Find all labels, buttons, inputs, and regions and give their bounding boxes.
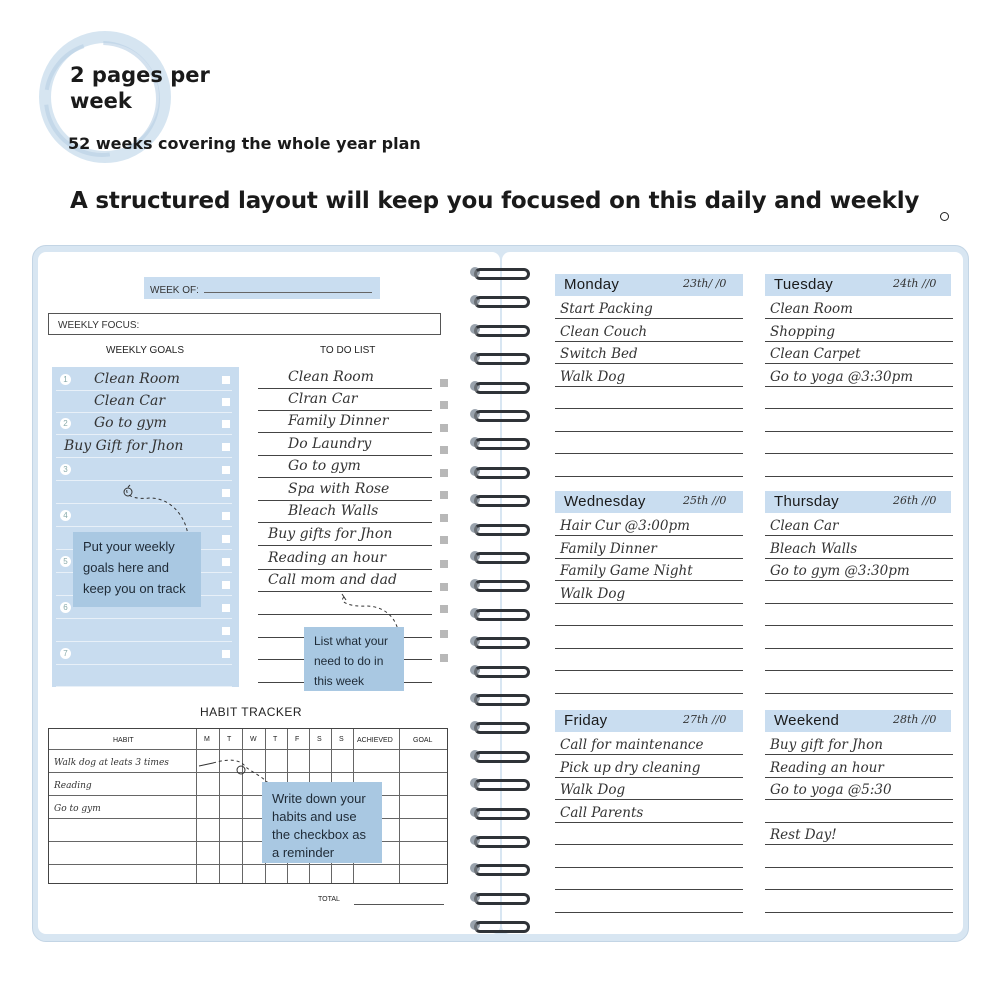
spiral-coil bbox=[474, 353, 530, 365]
day-writing-line bbox=[765, 693, 953, 694]
habit-column-header: F bbox=[295, 736, 300, 743]
day-writing-line bbox=[765, 912, 953, 913]
goal-row bbox=[56, 391, 232, 413]
day-entry: Walk Dog bbox=[560, 368, 626, 385]
day-writing-line bbox=[555, 580, 743, 581]
day-entry: Rest Day! bbox=[770, 827, 837, 843]
spiral-coil bbox=[474, 325, 530, 337]
day-entry: Call Parents bbox=[560, 804, 644, 821]
todo-checkbox[interactable] bbox=[440, 424, 448, 432]
day-writing-line bbox=[765, 558, 953, 559]
spiral-coil bbox=[474, 694, 530, 706]
day-entry: Go to gym @3:30pm bbox=[770, 563, 910, 579]
todo-list-label: TO DO LIST bbox=[320, 345, 376, 356]
todo-text: Go to gym bbox=[288, 458, 361, 474]
goal-number: 5 bbox=[60, 556, 71, 567]
day-writing-line bbox=[555, 844, 743, 845]
day-writing-line bbox=[765, 670, 953, 671]
habit-text: Go to gym bbox=[54, 804, 101, 814]
day-entry: Clean Car bbox=[770, 518, 839, 534]
todo-row bbox=[258, 570, 432, 592]
spiral-coil bbox=[474, 609, 530, 621]
day-writing-line bbox=[555, 822, 743, 823]
goal-checkbox[interactable] bbox=[222, 558, 230, 566]
day-name: Friday bbox=[564, 712, 608, 729]
todo-text: Clran Car bbox=[288, 391, 358, 407]
todo-checkbox[interactable] bbox=[440, 446, 448, 454]
spiral-coil bbox=[474, 921, 530, 933]
day-name: Thursday bbox=[774, 493, 839, 510]
goal-number: 7 bbox=[60, 648, 71, 659]
goal-checkbox[interactable] bbox=[222, 398, 230, 406]
spiral-coil bbox=[474, 268, 530, 280]
day-writing-line bbox=[765, 580, 953, 581]
goal-checkbox[interactable] bbox=[222, 535, 230, 543]
dashed-arrow-goals bbox=[110, 480, 200, 540]
spiral-coil bbox=[474, 666, 530, 678]
day-entry: Bleach Walls bbox=[770, 540, 858, 557]
goal-row bbox=[56, 620, 232, 642]
todo-row bbox=[258, 367, 432, 389]
weekly-goals-label: WEEKLY GOALS bbox=[106, 345, 184, 356]
day-writing-line bbox=[765, 799, 953, 800]
day-date: 23th/ /0 bbox=[683, 277, 727, 290]
todo-checkbox[interactable] bbox=[440, 514, 448, 522]
day-entry: Go to yoga @5:30 bbox=[770, 782, 892, 798]
todo-row bbox=[258, 456, 432, 478]
day-name: Weekend bbox=[774, 712, 840, 729]
total-label: TOTAL bbox=[318, 896, 340, 903]
day-date: 26th //0 bbox=[893, 494, 937, 507]
day-writing-line bbox=[555, 431, 743, 432]
goal-checkbox[interactable] bbox=[222, 650, 230, 658]
todo-row bbox=[258, 434, 432, 456]
goal-checkbox[interactable] bbox=[222, 466, 230, 474]
todo-text: Call mom and dad bbox=[268, 572, 397, 588]
habit-tracker-label: HABIT TRACKER bbox=[200, 705, 303, 719]
todo-text: Do Laundry bbox=[288, 436, 372, 452]
callout-weekly-goals: Put your weekly goals here and keep you on track bbox=[73, 532, 201, 607]
goal-checkbox[interactable] bbox=[222, 443, 230, 451]
day-date: 24th //0 bbox=[893, 277, 937, 290]
goal-text: Clean Room bbox=[94, 371, 180, 387]
goal-text: Go to gym bbox=[94, 415, 167, 431]
spiral-coil bbox=[474, 836, 530, 848]
habit-column-header: S bbox=[339, 736, 344, 743]
goal-row bbox=[56, 436, 232, 458]
day-writing-line bbox=[555, 386, 743, 387]
day-entry: Family Dinner bbox=[560, 540, 657, 557]
day-entry: Family Game Night bbox=[560, 563, 693, 579]
spiral-coil bbox=[474, 495, 530, 507]
day-entry: Start Packing bbox=[560, 301, 653, 317]
todo-text: Clean Room bbox=[288, 369, 374, 385]
day-writing-line bbox=[765, 625, 953, 626]
habit-text: Walk dog at leats 3 times bbox=[54, 758, 169, 768]
goal-row bbox=[56, 369, 232, 391]
todo-row bbox=[258, 501, 432, 523]
day-writing-line bbox=[555, 318, 743, 319]
spiral-coil bbox=[474, 552, 530, 564]
goal-row bbox=[56, 459, 232, 481]
goal-checkbox[interactable] bbox=[222, 376, 230, 384]
todo-checkbox[interactable] bbox=[440, 469, 448, 477]
spiral-coil bbox=[474, 524, 530, 536]
day-date: 27th //0 bbox=[683, 713, 727, 726]
headline-pages-per-week: 2 pages per week bbox=[70, 63, 210, 113]
day-entry: Walk Dog bbox=[560, 585, 626, 602]
week-of-line bbox=[204, 292, 372, 293]
day-writing-line bbox=[555, 648, 743, 649]
spiral-coil bbox=[474, 864, 530, 876]
day-name: Tuesday bbox=[774, 276, 834, 293]
habit-text: Reading bbox=[54, 781, 92, 791]
todo-text: Buy gifts for Jhon bbox=[268, 526, 393, 542]
day-writing-line bbox=[555, 603, 743, 604]
todo-checkbox[interactable] bbox=[440, 536, 448, 544]
weekly-focus-label: WEEKLY FOCUS: bbox=[58, 320, 140, 331]
day-writing-line bbox=[555, 476, 743, 477]
day-entry: Call for maintenance bbox=[560, 737, 704, 753]
todo-row bbox=[258, 389, 432, 411]
goal-number: 1 bbox=[60, 374, 71, 385]
day-entry: Walk Dog bbox=[560, 782, 626, 798]
habit-column-header: S bbox=[317, 736, 322, 743]
day-writing-line bbox=[765, 889, 953, 890]
todo-checkbox[interactable] bbox=[440, 560, 448, 568]
day-writing-line bbox=[765, 363, 953, 364]
todo-checkbox[interactable] bbox=[440, 401, 448, 409]
callout-todo-list: List what your need to do in this week bbox=[304, 627, 404, 691]
day-date: 25th //0 bbox=[683, 494, 727, 507]
day-writing-line bbox=[765, 603, 953, 604]
habit-column-header: M bbox=[204, 736, 210, 743]
todo-checkbox[interactable] bbox=[440, 583, 448, 591]
headline-structured-layout: A structured layout will keep you focused on this daily and weekly bbox=[70, 188, 920, 214]
todo-checkbox[interactable] bbox=[440, 379, 448, 387]
day-writing-line bbox=[555, 777, 743, 778]
day-writing-line bbox=[765, 535, 953, 536]
day-writing-line bbox=[765, 408, 953, 409]
goal-checkbox[interactable] bbox=[222, 489, 230, 497]
todo-checkbox[interactable] bbox=[440, 491, 448, 499]
goal-row bbox=[56, 643, 232, 665]
day-entry: Buy gift for Jhon bbox=[770, 737, 884, 753]
day-entry: Switch Bed bbox=[560, 346, 638, 362]
day-writing-line bbox=[765, 777, 953, 778]
habit-column-header: W bbox=[250, 736, 257, 743]
day-date: 28th //0 bbox=[893, 713, 937, 726]
todo-text: Bleach Walls bbox=[288, 503, 379, 519]
day-entry: Clean Carpet bbox=[770, 346, 861, 362]
goal-checkbox[interactable] bbox=[222, 627, 230, 635]
day-writing-line bbox=[555, 535, 743, 536]
day-entry: Shopping bbox=[770, 323, 836, 340]
todo-row bbox=[258, 548, 432, 570]
day-writing-line bbox=[765, 318, 953, 319]
day-entry: Reading an hour bbox=[770, 759, 884, 776]
day-writing-line bbox=[555, 408, 743, 409]
day-writing-line bbox=[555, 754, 743, 755]
spiral-coil bbox=[474, 722, 530, 734]
goal-checkbox[interactable] bbox=[222, 420, 230, 428]
day-writing-line bbox=[555, 453, 743, 454]
goal-number: 4 bbox=[60, 510, 71, 521]
spiral-coil bbox=[474, 779, 530, 791]
todo-text: Spa with Rose bbox=[288, 481, 390, 497]
goal-number: 3 bbox=[60, 464, 71, 475]
spiral-coil bbox=[474, 751, 530, 763]
todo-text: Reading an hour bbox=[268, 550, 387, 566]
spiral-coil bbox=[474, 580, 530, 592]
goal-number: 2 bbox=[60, 418, 71, 429]
habit-tracker-table bbox=[48, 728, 448, 884]
day-writing-line bbox=[555, 341, 743, 342]
habit-column-header: T bbox=[227, 736, 232, 743]
day-name: Wednesday bbox=[564, 493, 646, 510]
day-writing-line bbox=[555, 799, 743, 800]
total-line bbox=[354, 904, 444, 905]
habit-column-header: HABIT bbox=[113, 737, 134, 744]
day-writing-line bbox=[765, 386, 953, 387]
spiral-coil bbox=[474, 296, 530, 308]
day-entry: Hair Cur @3:00pm bbox=[560, 518, 690, 534]
goal-number: 6 bbox=[60, 602, 71, 613]
todo-text: Family Dinner bbox=[288, 413, 389, 429]
day-writing-line bbox=[555, 363, 743, 364]
todo-row bbox=[258, 411, 432, 433]
day-writing-line bbox=[555, 889, 743, 890]
goal-row bbox=[56, 413, 232, 435]
goal-checkbox[interactable] bbox=[222, 581, 230, 589]
dashed-arrow-todo bbox=[336, 592, 406, 632]
spiral-coil bbox=[474, 637, 530, 649]
goal-row bbox=[56, 665, 232, 687]
day-writing-line bbox=[765, 431, 953, 432]
day-writing-line bbox=[765, 822, 953, 823]
day-writing-line bbox=[765, 341, 953, 342]
week-of-label: WEEK OF: bbox=[150, 285, 199, 296]
todo-checkbox[interactable] bbox=[440, 630, 448, 638]
day-writing-line bbox=[555, 558, 743, 559]
goal-text: Clean Car bbox=[94, 393, 166, 409]
day-name: Monday bbox=[564, 276, 620, 293]
day-writing-line bbox=[765, 476, 953, 477]
habit-column-header: T bbox=[273, 736, 278, 743]
goal-checkbox[interactable] bbox=[222, 512, 230, 520]
spiral-coil bbox=[474, 808, 530, 820]
small-circle-icon bbox=[940, 212, 949, 221]
day-writing-line bbox=[555, 912, 743, 913]
day-writing-line bbox=[765, 867, 953, 868]
day-writing-line bbox=[765, 844, 953, 845]
day-writing-line bbox=[765, 754, 953, 755]
todo-row bbox=[258, 524, 432, 546]
spiral-coil bbox=[474, 893, 530, 905]
spiral-coil bbox=[474, 382, 530, 394]
goal-checkbox[interactable] bbox=[222, 604, 230, 612]
day-entry: Clean Room bbox=[770, 301, 853, 317]
day-writing-line bbox=[555, 625, 743, 626]
spiral-coil bbox=[474, 410, 530, 422]
day-writing-line bbox=[555, 867, 743, 868]
day-writing-line bbox=[555, 670, 743, 671]
habit-column-header: ACHIEVED bbox=[357, 737, 393, 744]
spiral-coil bbox=[474, 467, 530, 479]
todo-checkbox[interactable] bbox=[440, 654, 448, 662]
day-writing-line bbox=[555, 693, 743, 694]
habit-column-header: GOAL bbox=[413, 737, 433, 744]
subheading-weeks: 52 weeks covering the whole year plan bbox=[68, 134, 421, 153]
day-writing-line bbox=[765, 453, 953, 454]
day-entry: Go to yoga @3:30pm bbox=[770, 368, 914, 385]
day-entry: Clean Couch bbox=[560, 323, 648, 340]
day-entry: Pick up dry cleaning bbox=[560, 759, 701, 776]
callout-habit-tracker: Write down your habits and use the checkbox as a reminder bbox=[262, 782, 382, 863]
spiral-coil bbox=[474, 438, 530, 450]
goal-text: Buy Gift for Jhon bbox=[64, 438, 184, 454]
day-writing-line bbox=[765, 648, 953, 649]
todo-checkbox[interactable] bbox=[440, 605, 448, 613]
todo-row bbox=[258, 479, 432, 501]
